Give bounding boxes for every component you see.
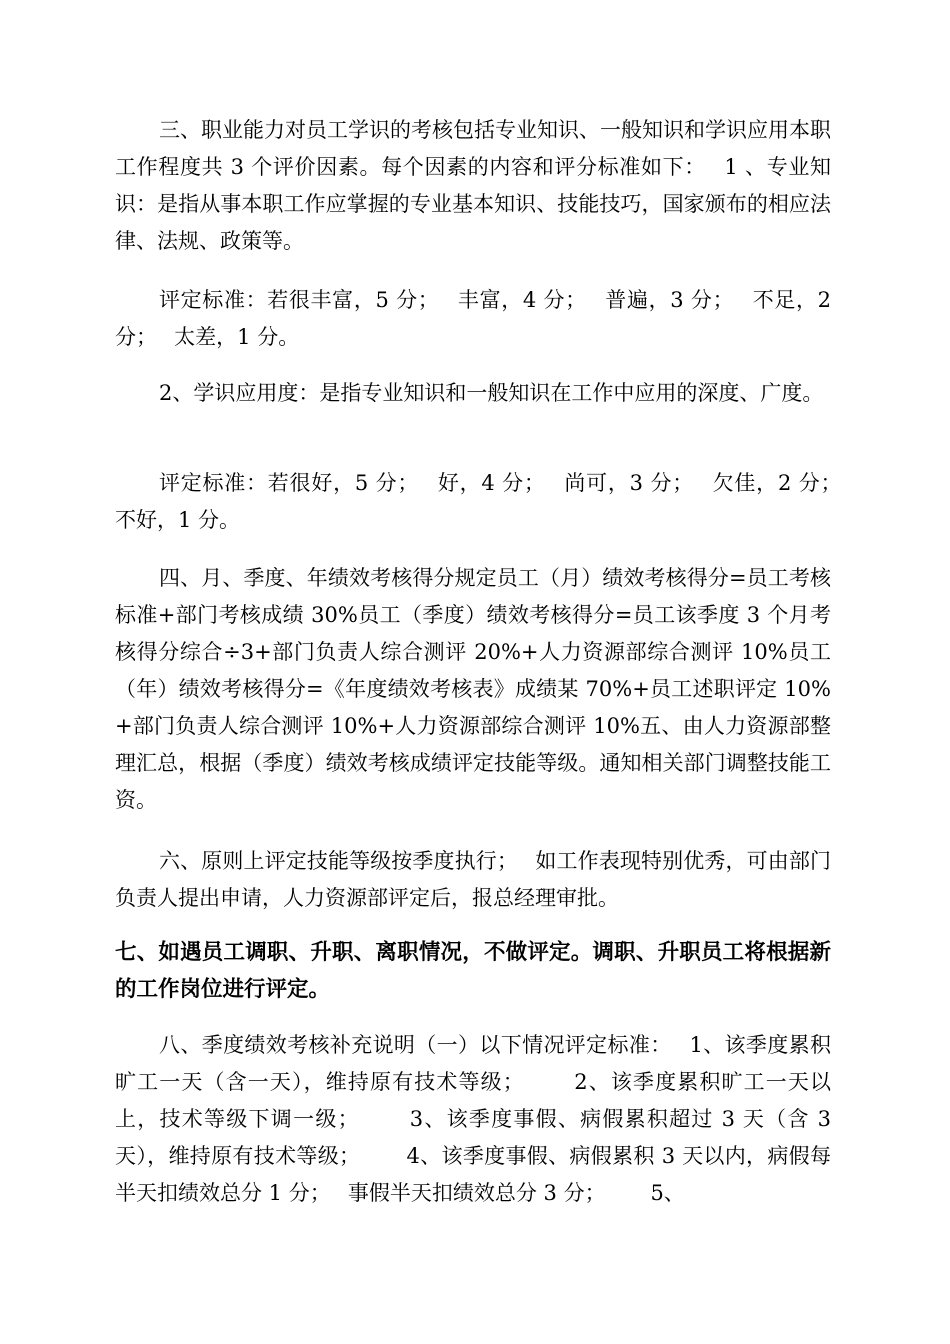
paragraph-knowledge-application: 2、学识应用度：是指专业知识和一般知识在工作中应用的深度、广度。 [159, 381, 824, 405]
paragraph-professional-knowledge: 三、职业能力对员工学识的考核包括专业知识、一般知识和学识应用本职工作程度共 3 个评价因素。每个因素的内容和评分标准如下： 1 、专业知识：是指从事本职工作应掌握的专业基本知识、技能技巧，国家颁布的相应法律、法规、政策等。 [115, 118, 831, 253]
paragraph-application-rating-standard: 评定标准：若很好，5 分； 好，4 分； 尚可，3 分； 欠佳，2 分； 不好，1 分。 [115, 471, 859, 532]
paragraph-quarterly-evaluation: 六、原则上评定技能等级按季度执行； 如工作表现特别优秀，可由部门负责人提出申请，人力资源部评定后，报总经理审批。 [115, 849, 831, 910]
paragraph-knowledge-rating-standard: 评定标准：若很丰富，5 分； 丰富，4 分； 普遍，3 分； 不足，2 分； 太差，1 分。 [115, 288, 838, 349]
paragraph-quarterly-supplement: 八、季度绩效考核补充说明（一）以下情况评定标准： 1、该季度累积旷工一天（含一天），维持原有技术等级； 2、该季度累积旷工一天以上，技术等级下调一级； 3、该季度事假、病假累积超过 3 天（含 3 天），维持原有技术等级； 4、该季度事假、病假累积 3 天以内，病假每半天扣绩效总分 1 分； 事假半天扣绩效总分 3 分； 5、 [115, 1033, 838, 1205]
paragraph-transfer-rule: 七、如遇员工调职、升职、离职情况，不做评定。调职、升职员工将根据新的工作岗位进行评定。 [115, 940, 831, 1002]
paragraph-performance-scores: 四、月、季度、年绩效考核得分规定员工（月）绩效考核得分=员工考核标准+部门考核成绩 30%员工（季度）绩效考核得分=员工该季度 3 个月考核得分综合÷3+部门负责人综合测评 20%+人力资源部综合测评 10%员工（年）绩效考核得分=《年度绩效考核表》成绩某 70%+员工述职评定 10%+部门负责人综合测评 10%+人力资源部综合测评 10%五、由人力资源部整理汇总，根据（季度）绩效考核成绩评定技能等级。通知相关部门调整技能工资。 [115, 566, 831, 812]
